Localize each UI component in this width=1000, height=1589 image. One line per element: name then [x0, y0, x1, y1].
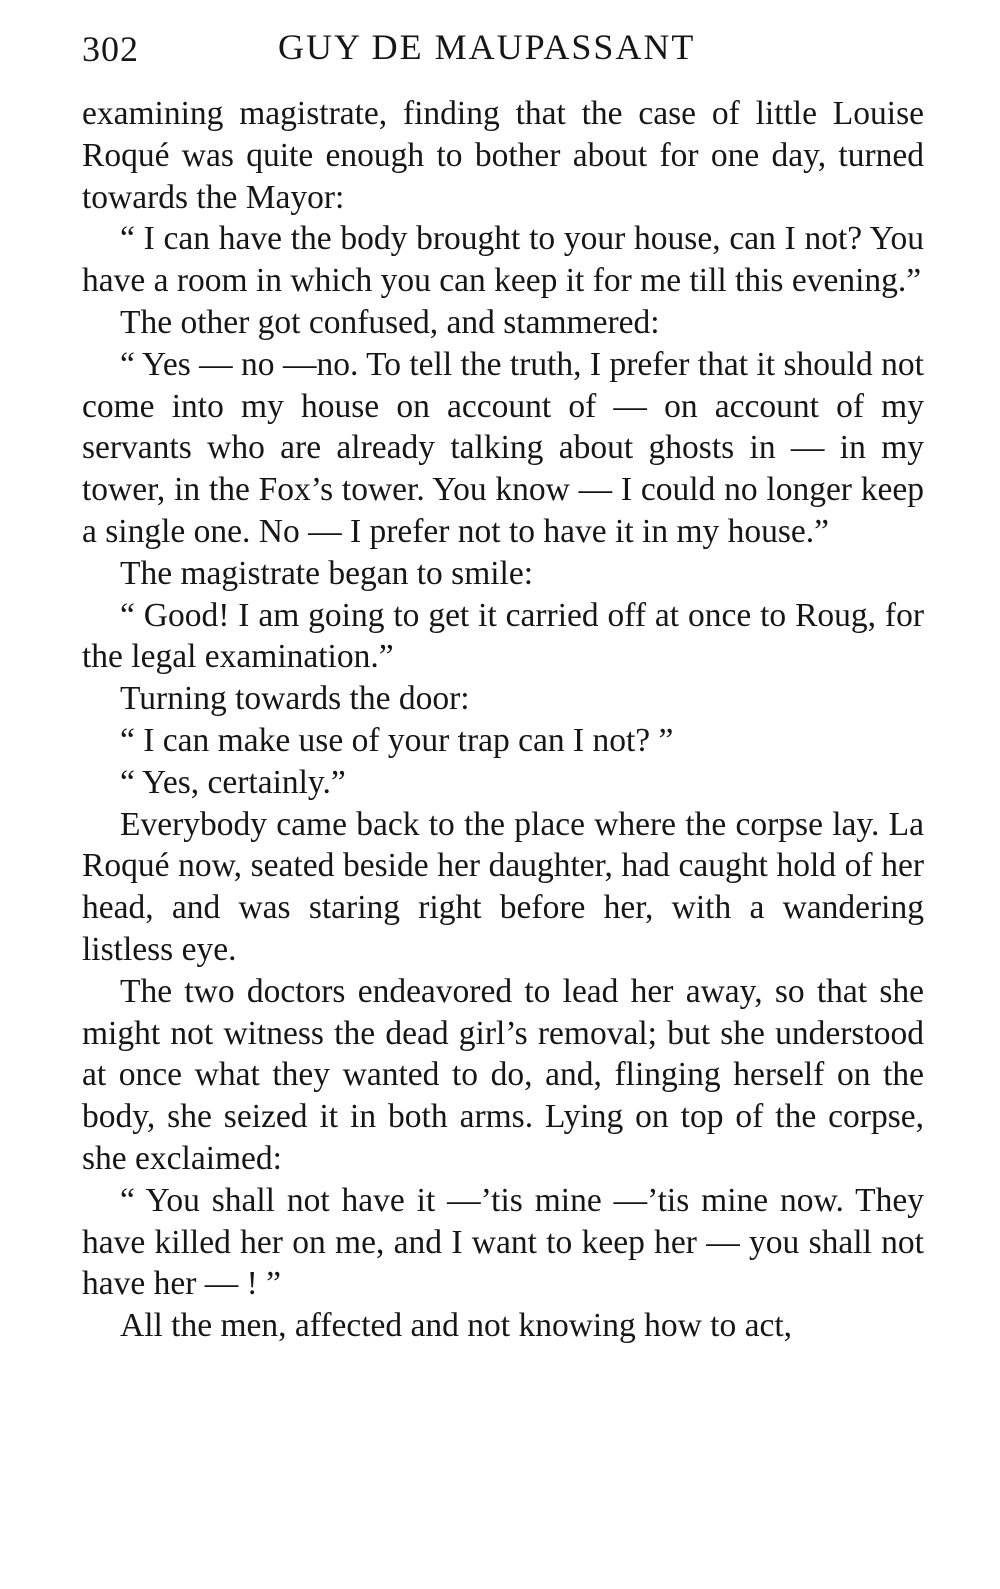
paragraph: examining magistrate, finding that the case of little Louise Roqué was quite enough to bother about for one day, turned towards the Mayor: — [82, 95, 924, 216]
paragraph: The other got confused, and stammered: — [120, 303, 660, 341]
paragraph: “ Yes — no —no. To tell the truth, I prefer that it should not come into my house on account of — on account of my servants who are already talking about ghosts in — in my tower, in the Fox’s tower. You know — I could no longer keep a single one. No — I prefer not to have it in my house.” — [82, 345, 924, 550]
paragraph: “ Good! I am going to get it carried off at once to Roug, for the legal examination.” — [82, 596, 924, 676]
paragraph: “ I can have the body brought to your house, can I not? You have a room in which you can keep it for me till this evening.” — [82, 220, 924, 300]
paragraph: “ Yes, certainly.” — [120, 763, 346, 801]
body-text — [82, 93, 924, 1347]
paragraph: “ I can make use of your trap can I not? ” — [120, 721, 674, 759]
page-header — [82, 24, 924, 72]
paragraph: The magistrate began to smile: — [120, 554, 534, 592]
paragraph: “ You shall not have it —’tis mine —’tis mine now. They have killed her on me, and I want to keep her — you shall not have her — ! ” — [82, 1181, 924, 1303]
page-number: 302 — [82, 29, 139, 69]
paragraph: Everybody came back to the place where the corpse lay. La Roqué now, seated beside her daughter, had caught hold of her head, and was staring right before her, with a wandering listless eye. — [82, 805, 924, 968]
running-head: GUY DE MAUPASSANT — [278, 27, 696, 67]
paragraph: The two doctors endeavored to lead her away, so that she might not witness the dead girl’s removal; but she understood at once what they wanted to do, and, flinging herself on the body, she seized it in both arms. Lying on top of the corpse, she exclaimed: — [82, 972, 924, 1177]
paragraph: All the men, affected and not knowing how to act, — [120, 1307, 792, 1345]
paragraph: Turning towards the door: — [120, 680, 470, 718]
